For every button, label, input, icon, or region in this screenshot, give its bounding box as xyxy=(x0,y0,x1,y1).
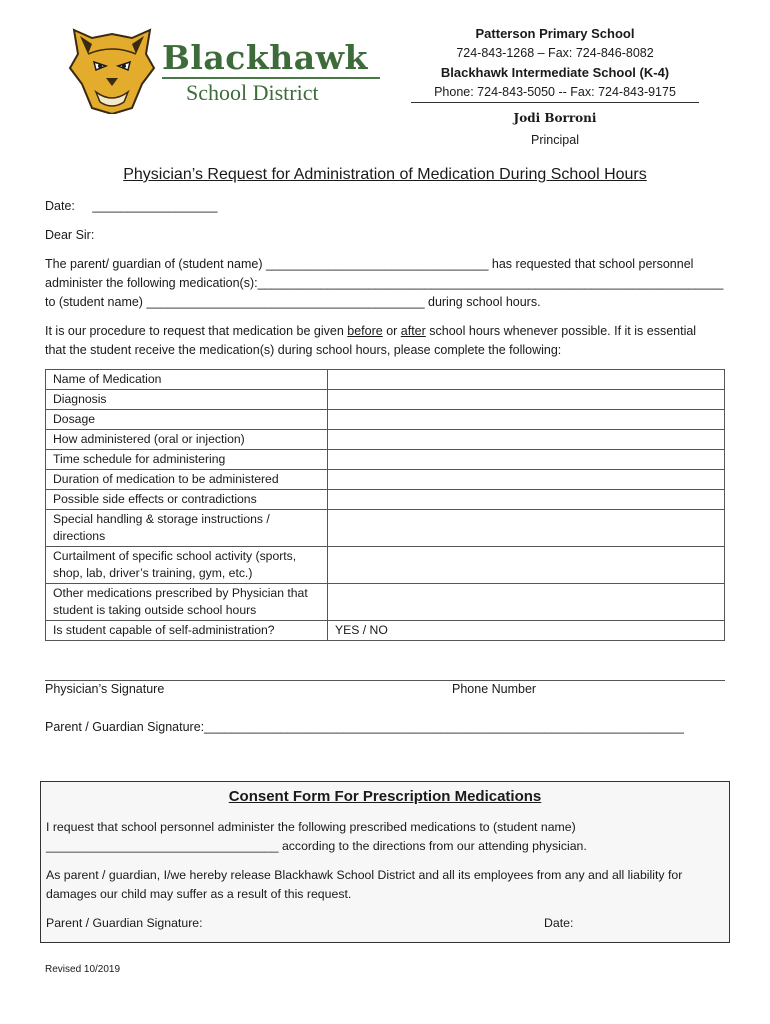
consent-line2: __________________________________ according to the directions from our attending physician. xyxy=(46,839,587,853)
table-row xyxy=(46,430,725,450)
consent-line4: damages our child may suffer as a result of this request. xyxy=(46,887,352,901)
table-row-label-line: Time schedule for administering xyxy=(53,452,226,466)
school-contact-block xyxy=(410,24,700,150)
principal-name: Jodi Borroni xyxy=(513,111,597,125)
table-row-label xyxy=(46,547,328,584)
consent-line1: I request that school personnel administer the following prescribed medications to (student name) xyxy=(46,820,576,834)
table-row-label-line: Name of Medication xyxy=(53,372,162,386)
consent-title: Consent Form For Prescription Medications xyxy=(228,788,542,805)
para2-line2: that the student receive the medication(s) during school hours, please complete the following: xyxy=(45,343,562,357)
table-row xyxy=(46,370,725,390)
table-row-label xyxy=(46,390,328,410)
table-row xyxy=(46,547,725,584)
table-row xyxy=(46,621,725,641)
table-row-label-line: Is student capable of self-administration? xyxy=(53,623,275,637)
table-row-value[interactable] xyxy=(328,490,725,510)
parent-signature-line[interactable]: Parent / Guardian Signature:_____________________________________________________________________ xyxy=(45,720,684,734)
table-row-label-line: Dosage xyxy=(53,412,96,426)
table-row-label-line: How administered (oral or injection) xyxy=(53,432,245,446)
table-row-value[interactable] xyxy=(328,390,725,410)
para2-line1 xyxy=(45,324,696,338)
table-row-label-line: Diagnosis xyxy=(53,392,107,406)
table-row-label-line: shop, lab, driver’s training, gym, etc.) xyxy=(53,566,253,580)
para1-line1: The parent/ guardian of (student name) ________________________________ has requested that school personnel xyxy=(45,257,694,271)
date-row xyxy=(45,199,218,213)
table-row xyxy=(46,510,725,547)
principal-title: Principal xyxy=(531,132,579,147)
table-row-label-line: Special handling & storage instructions / xyxy=(53,512,270,526)
table-row-label xyxy=(46,410,328,430)
medication-table xyxy=(45,369,725,641)
table-row-label xyxy=(46,430,328,450)
table-row-label-line: student is taking outside school hours xyxy=(53,603,257,617)
table-row-label xyxy=(46,470,328,490)
table-row xyxy=(46,490,725,510)
table-row-label xyxy=(46,450,328,470)
table-row-label-line: Duration of medication to be administered xyxy=(53,472,279,486)
school1-name: Patterson Primary School xyxy=(475,26,635,41)
physician-signature-line[interactable] xyxy=(45,680,725,681)
table-row xyxy=(46,470,725,490)
table-row xyxy=(46,584,725,621)
table-row xyxy=(46,390,725,410)
revised-date: Revised 10/2019 xyxy=(45,964,121,975)
table-row-label-line: directions xyxy=(53,529,106,543)
table-row-value[interactable] xyxy=(328,430,725,450)
table-row-value[interactable] xyxy=(328,410,725,430)
table-row-value[interactable] xyxy=(328,470,725,490)
date-field[interactable]: __________________ xyxy=(92,199,218,213)
consent-section xyxy=(40,781,730,943)
table-row-label-line: Curtailment of specific school activity (sports, xyxy=(53,549,297,563)
table-row-label xyxy=(46,510,328,547)
district-logo xyxy=(66,24,386,114)
logo-rule xyxy=(162,77,380,79)
logo-subtitle: School District xyxy=(186,80,319,105)
table-row-label xyxy=(46,370,328,390)
logo-wordmark: Blackhawk xyxy=(162,38,368,77)
table-row-label-line: Possible side effects or contradictions xyxy=(53,492,257,506)
physician-signature-label: Physician’s Signature xyxy=(45,682,165,696)
header-divider xyxy=(411,102,699,103)
para1-line2: administer the following medication(s):___________________________________________________________________ xyxy=(45,276,724,290)
table-row-value[interactable] xyxy=(328,370,725,390)
consent-signature-label: Parent / Guardian Signature: xyxy=(46,916,203,930)
para2-after: after xyxy=(400,324,426,338)
school1-phone: 724-843-1268 – Fax: 724-846-8082 xyxy=(456,45,654,60)
school2-phone: Phone: 724-843-5050 -- Fax: 724-843-9175 xyxy=(434,84,676,99)
para2-text-b: school hours whenever possible. If it is essential xyxy=(425,324,697,338)
table-row-value[interactable] xyxy=(328,510,725,547)
table-row-label xyxy=(46,584,328,621)
school2-name: Blackhawk Intermediate School (K-4) xyxy=(440,65,670,80)
consent-line3: As parent / guardian, I/we hereby release Blackhawk School District and all its employees from any and all liability for xyxy=(46,868,683,882)
table-row-label xyxy=(46,490,328,510)
form-title: Physician’s Request for Administration of Medication During School Hours xyxy=(123,166,647,183)
para1-line3: to (student name) ________________________________________ during school hours. xyxy=(45,295,541,309)
table-row-label-line: Other medications prescribed by Physician that xyxy=(53,586,308,600)
table-row-value[interactable] xyxy=(328,450,725,470)
salutation: Dear Sir: xyxy=(45,228,95,242)
table-row-value[interactable] xyxy=(328,584,725,621)
table-row xyxy=(46,410,725,430)
table-row-value[interactable] xyxy=(328,547,725,584)
date-label: Date: xyxy=(45,199,75,213)
table-row-value[interactable]: YES / NO xyxy=(328,621,725,641)
para2-or: or xyxy=(382,324,401,338)
para2-before: before xyxy=(347,324,383,338)
table-row-label xyxy=(46,621,328,641)
consent-date-label: Date: xyxy=(544,916,574,930)
table-row xyxy=(46,450,725,470)
cougar-head-icon xyxy=(66,24,158,114)
para2-text-a: It is our procedure to request that medication be given xyxy=(45,324,348,338)
phone-number-label: Phone Number xyxy=(452,682,537,696)
